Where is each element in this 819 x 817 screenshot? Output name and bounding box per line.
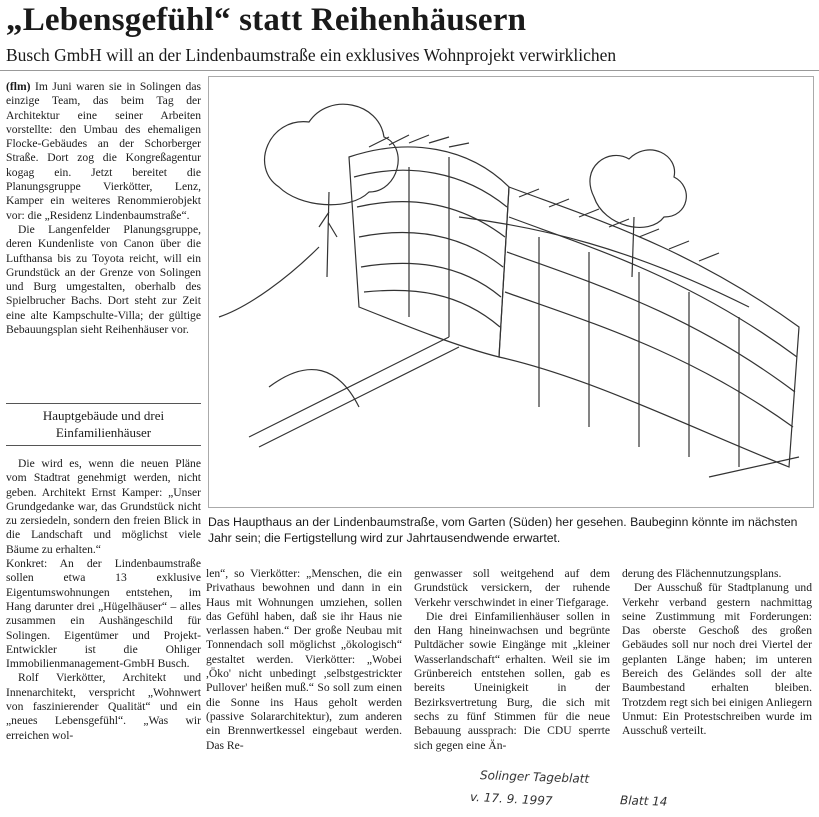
paragraph: [6, 80, 201, 223]
architecture-sketch: [208, 76, 814, 508]
author-tag: (flm): [6, 80, 31, 93]
divider: [0, 70, 819, 71]
column-3: [414, 567, 610, 753]
column-1-top: [6, 80, 201, 337]
date-note: v. 17. 9. 1997: [469, 789, 553, 809]
paragraph: Konkret: An der Lindenbaumstraße sollen etwa 13 exklusive Eigentumswohnungen entstehen, im Hang darunter drei „Hügelhäuser“ – alles zusammen ein Aushängeschild für Solingen. Eigentümer und Projekt-Entwickler ist die Ohliger Immobilienmanagement-GmbH Busch.: [6, 557, 201, 671]
column-4: [622, 567, 812, 739]
paragraph: Der Ausschuß für Stadtplanung und Verkehr verband gestern nachmittag seine Zustimmung mit Forderungen: Das oberste Geschoß des großen Gebäudes soll nur noch drei Viertel der geplanten Länge haben; im unteren Bereich des Geländes soll der alte Baumbestand erhalten bleiben. Trotzdem regt sich bei einigen Anliegern Unmut: Ein Protestschreiben wurde im Ausschuß verteilt.: [622, 581, 812, 738]
photo-caption: Das Haupthaus an der Lindenbaumstraße, vom Garten (Süden) her gesehen. Baubeginn könnte im nächsten Jahr sein; die Fertigstellung wird zur Jahrtausendwende erwartet.: [208, 515, 798, 545]
paragraph: Die wird es, wenn die neuen Pläne vom Stadtrat genehmigt werden, nicht geben. Architekt Ernst Kamper: „Unser Grundgedanke war, das Grundstück nicht zu zersiedeln, sondern den freien Blick in die Landschaft und möglichst viele Bäume zu erhalten.“: [6, 457, 201, 556]
crosshead: Hauptgebäude und drei Einfamilienhäuser: [6, 403, 201, 446]
paragraph: len“, so Vierkötter: „Menschen, die ein Privathaus bewohnen und dann in ein Haus mit Wohnungen umziehen, sollen das Gefühl haben, daß sie ihr Haus nie verlassen haben.“ Der große Neubau mit Tonnendach soll möglichst „ökologisch“ gestaltet werden. Vierkötter: „Wobei ,Öko' nicht unbedingt ,selbstgestrickter Pullover' heißen muß.“ So soll zum einen die Sonne ins Haus geholt werden (passive Solararchitektur), zum anderen ein Brennwertkessel eingebaut werden. Das Re-: [206, 567, 402, 752]
column-1-bottom: [6, 457, 201, 743]
subheadline: Busch GmbH will an der Lindenbaumstraße ein exklusives Wohnprojekt verwirklichen: [6, 45, 617, 65]
column-2: [206, 567, 402, 753]
page-note: Blatt 14: [619, 793, 668, 809]
paragraph: Rolf Vierkötter, Architekt und Innenarchitekt, verspricht „Wohnwert von faszinierender Qualität“ und ein „neues Lebensgefühl“. „Was wir erreichen wol-: [6, 671, 201, 742]
paragraph: derung des Flächennutzungsplans.: [622, 567, 782, 580]
paragraph: Die drei Einfamilienhäuser sollen in den Hang hineinwachsen und begrünte Pultdächer sowie Eingänge mit „kleiner Wasserlandschaft“ erhalten. Weil sie im Grünbereich entstehen sollen, gab es bereits Uneinigkeit in der Bezirksvertretung Burg, die sich mit sechs zu fünf Stimmen für die neue Bebauung aussprach: Die CDU sperrte sich gegen eine Än-: [414, 609, 610, 752]
paragraph: genwasser soll weitgehend auf dem Grundstück versickern, der ruhende Verkehr verschwindet in einer Tiefgarage.: [414, 567, 610, 609]
paragraph-text: Im Juni waren sie in Solingen das einzige Team, das beim Tag der Architektur eine seiner Arbeiten vorstellte: den Umbau des ehemaligen Flocke-Gebäudes an der Schorberger Straße. Dort zog die Kongreßagentur kogag ein. Jetzt bereitet die Planungsgruppe Vierkötter, Lenz, Kamper ein weiteres Renommierobjekt vor: die „Residenz Lindenbaumstraße“.: [6, 80, 201, 222]
source-note: Solinger Tageblatt: [479, 768, 590, 786]
handwritten-note: [470, 770, 690, 815]
building-drawing-icon: [209, 77, 813, 507]
paragraph: Die Langenfelder Planungsgruppe, deren Kundenliste von Canon über die Lufthansa bis zu Toyota reicht, will ein Grundstück an der Grenze von Solingen und Burg umgestalten, oberhalb des Spielbrucher Bachs. Dort steht zur Zeit eine alte Kampschulte-Villa; der gültige Bebauungsplan sieht Reihenhäuser vor.: [6, 222, 201, 337]
headline: „Lebensgefühl“ statt Reihenhäusern: [6, 2, 527, 38]
